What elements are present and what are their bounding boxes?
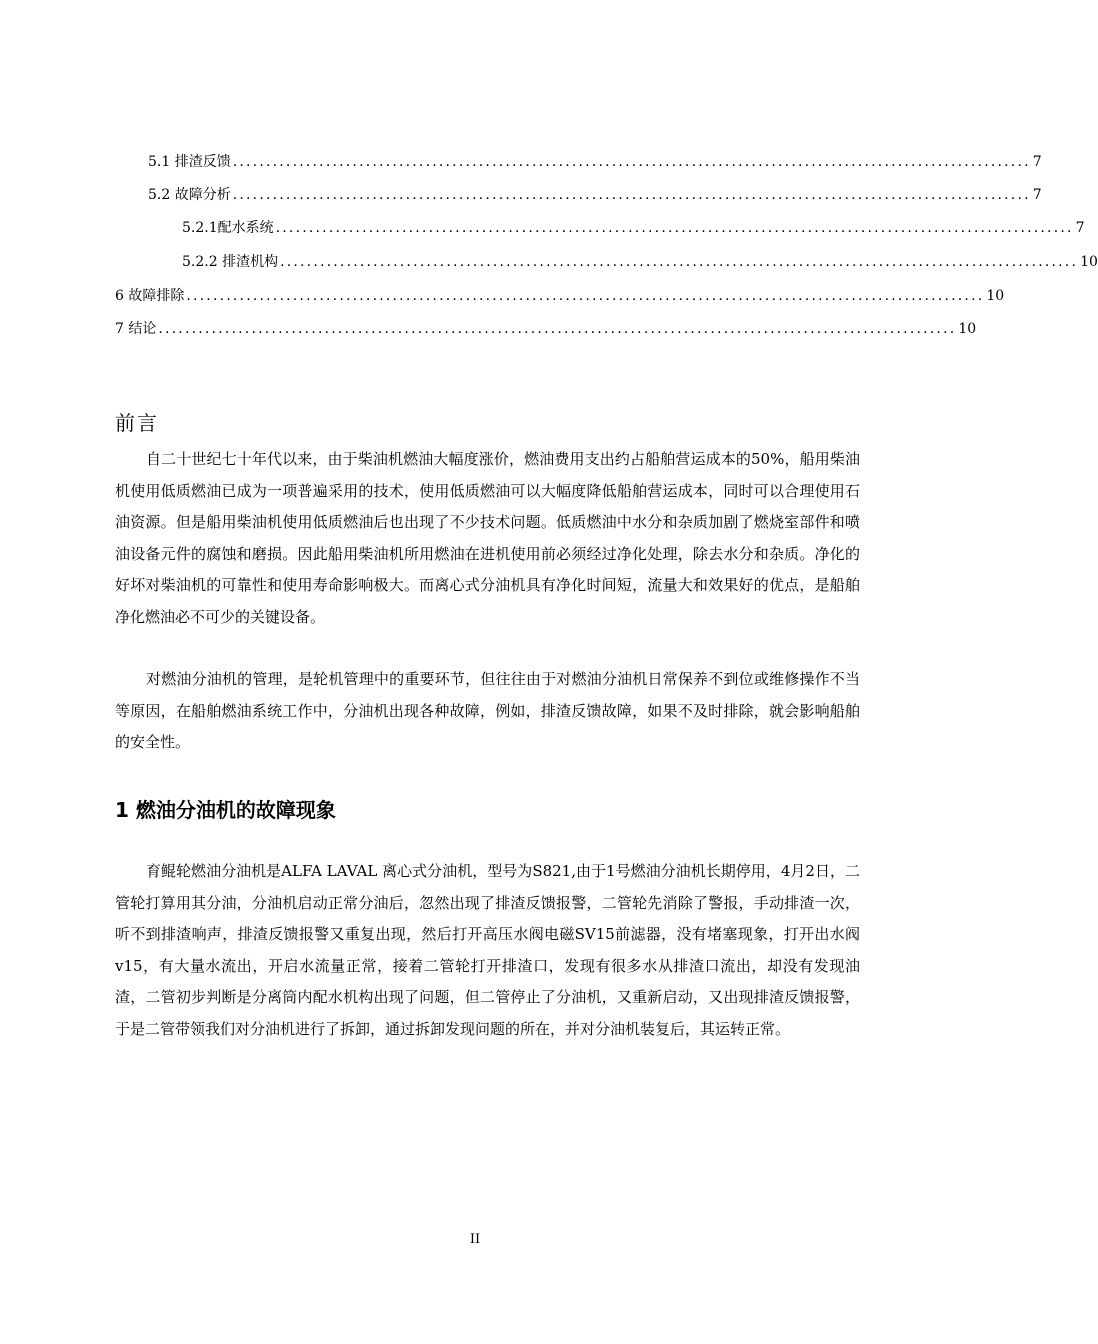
toc-leader-dots: ........................................................................................................................ [232, 154, 1031, 170]
toc-label: 6 故障排除 [115, 288, 185, 304]
toc-leader-dots: ........................................................................................................................ [232, 187, 1031, 203]
toc-label: 7 结论 [115, 321, 157, 337]
toc-page-number: 10 [986, 288, 1005, 304]
toc-entry-6 [115, 287, 1005, 305]
toc-label: 5.2.1配水系统 [182, 220, 274, 236]
section-1-heading: 1 燃油分油机的故障现象 [115, 798, 336, 822]
toc-page-number: 7 [1032, 187, 1042, 203]
toc-leader-dots: ........................................................................................................................ [186, 288, 985, 304]
toc-entry-7 [115, 320, 977, 338]
toc-leader-dots: ........................................................................................................................ [275, 220, 1074, 236]
toc-label: 5.2 故障分析 [148, 187, 231, 203]
toc-label: 5.2.2 排渣机构 [182, 254, 279, 270]
section-1-paragraph: 育鲲轮燃油分油机是ALFA LAVAL 离心式分油机，型号为S821,由于1号燃油分油机长期停用，4月2日，二管轮打算用其分油，分油机启动正常分油后，忽然出现了排渣反馈报警，二管轮先消除了警报，手动排渣一次，听不到排渣响声，排渣反馈报警又重复出现，然后打开高压水阀电磁SV15前滤器，没有堵塞现象，打开出水阀v15，有大量水流出，开启水流量正常，接着二管轮打开排渣口，发现有很多水从排渣口流出，却没有发现油渣，二管初步判断是分离筒内配水机构出现了问题，但二管停止了分油机，又重新启动，又出现排渣反馈报警，于是二管带领我们对分油机进行了拆卸，通过拆卸发现问题的所在，并对分油机装复后，其运转正常。 [115, 862, 860, 1038]
toc-page-number: 7 [1075, 220, 1085, 236]
toc-leader-dots: ........................................................................................................................ [280, 254, 1079, 270]
toc-page-number: 10 [1080, 254, 1098, 270]
page-number: II [469, 1232, 481, 1247]
toc-entry-5-1 [148, 153, 1042, 171]
toc-entry-5-2-2 [182, 253, 1098, 271]
preface-paragraph-1: 自二十世纪七十年代以来，由于柴油机燃油大幅度涨价，燃油费用支出约占船舶营运成本的50%，船用柴油机使用低质燃油已成为一项普遍采用的技术，使用低质燃油可以大幅度降低船舶营运成本，同时可以合理使用石油资源。但是船用柴油机使用低质燃油后也出现了不少技术问题。低质燃油中水分和杂质加剧了燃烧室部件和喷油设备元件的腐蚀和磨损。因此船用柴油机所用燃油在进机使用前必须经过净化处理，除去水分和杂质。净化的好坏对柴油机的可靠性和使用寿命影响极大。而离心式分油机具有净化时间短，流量大和效果好的优点，是船舶净化燃油必不可少的关键设备。 [115, 450, 860, 626]
toc-leader-dots: ........................................................................................................................ [158, 321, 957, 337]
toc-entry-5-2 [148, 186, 1042, 204]
preface-paragraph-2: 对燃油分油机的管理，是轮机管理中的重要环节，但往往由于对燃油分油机日常保养不到位或维修操作不当等原因，在船舶燃油系统工作中，分油机出现各种故障，例如，排渣反馈故障，如果不及时排除，就会影响船舶的安全性。 [115, 670, 860, 751]
toc-label: 5.1 排渣反馈 [148, 154, 231, 170]
preface-title: 前言 [115, 411, 159, 435]
toc-page-number: 10 [958, 321, 977, 337]
toc-page-number: 7 [1032, 154, 1042, 170]
toc-entry-5-2-1 [182, 219, 1085, 237]
